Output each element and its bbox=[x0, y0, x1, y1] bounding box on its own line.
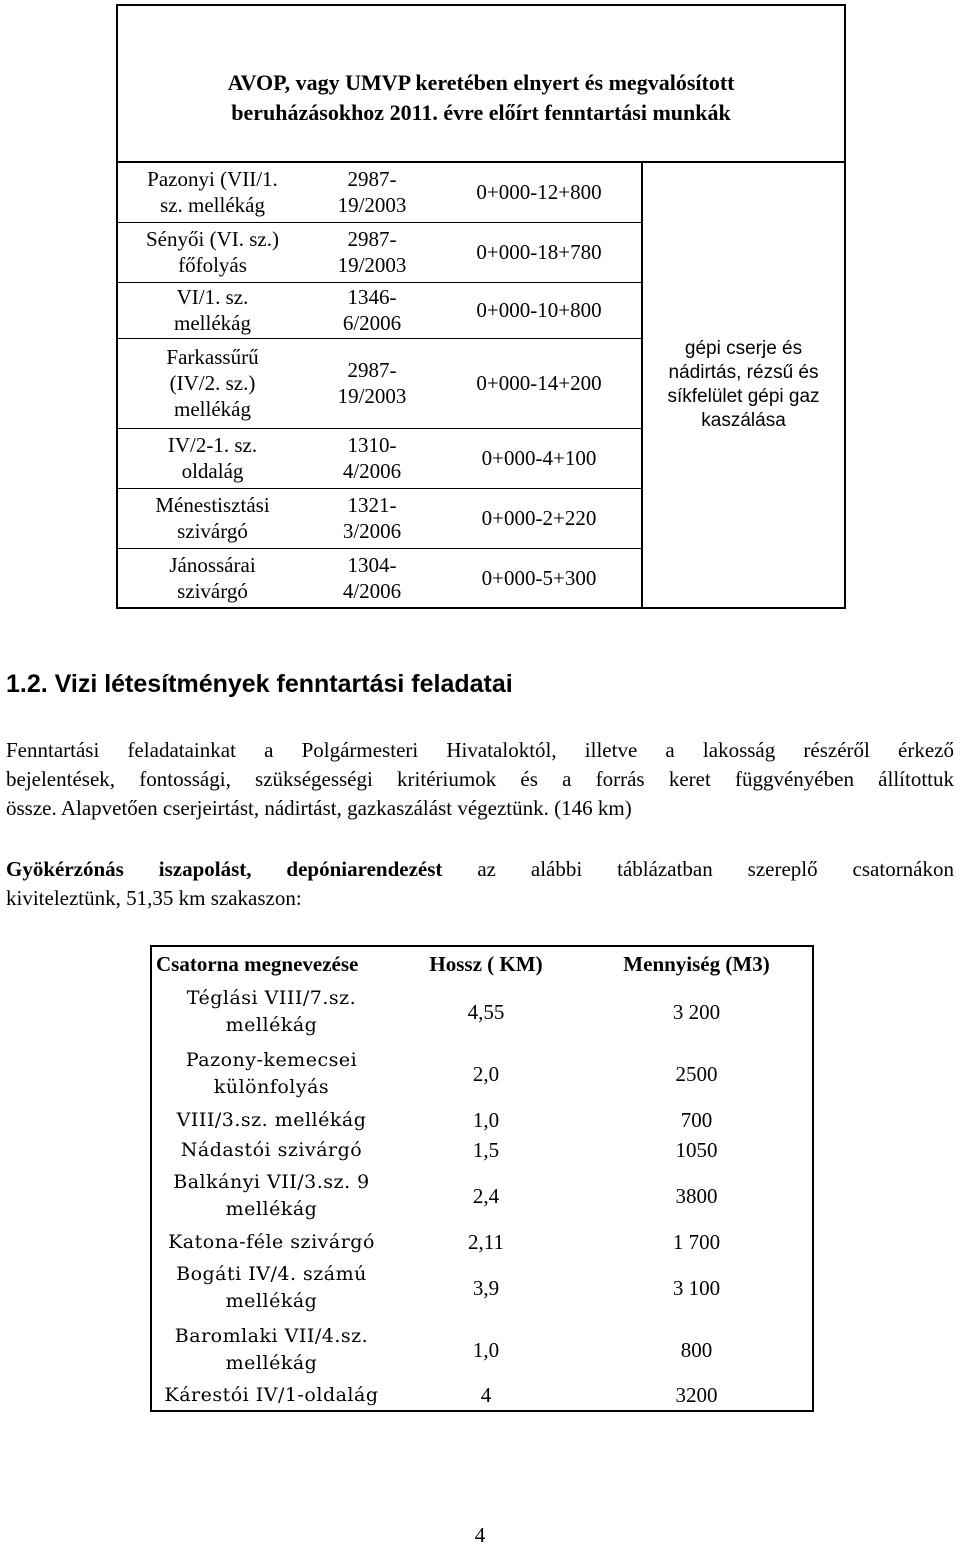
dredging-table bbox=[150, 945, 814, 1412]
work-description-cell bbox=[642, 162, 845, 608]
table-row bbox=[151, 1165, 813, 1227]
work-description-line: síkfelület gépi gaz bbox=[667, 386, 820, 407]
length-cell: 3,9 bbox=[472, 1275, 500, 1300]
channel-name-line: Katona-féle szivárgó bbox=[168, 1230, 375, 1253]
paragraph-line: Fenntartási feladatainkat a Polgármesteri Hivataloktól, illetve a lakosság részéről érkező bbox=[6, 738, 954, 762]
channel-name-line: különfolyás bbox=[213, 1076, 330, 1098]
channel-name-line: Pazony-kemecsei bbox=[185, 1049, 358, 1071]
channel-name-line: VIII/3.sz. mellékág bbox=[176, 1108, 367, 1131]
length-cell: 2,0 bbox=[472, 1061, 500, 1086]
channel-name-line: szivárgó bbox=[177, 519, 248, 543]
channel-name-line: Téglási VIII/7.sz. bbox=[186, 987, 357, 1009]
table-row bbox=[151, 1135, 813, 1165]
section-range-cell: 0+000-2+220 bbox=[437, 488, 642, 548]
paragraph-line: össze. Alapvetően cserjeirtást, nádirtást, gazkaszálást végeztünk. (146 km) bbox=[6, 796, 632, 820]
quantity-cell: 1050 bbox=[675, 1137, 718, 1162]
table-row bbox=[151, 981, 813, 1043]
paragraph-line bbox=[6, 855, 954, 884]
channel-name-line: Pazonyi (VII/1. bbox=[147, 167, 278, 192]
channel-name-cell bbox=[151, 1381, 391, 1411]
channel-name-cell bbox=[117, 338, 307, 428]
channel-name-line: Baromlaki VII/4.sz. bbox=[174, 1325, 369, 1347]
permit-code-line: 4/2006 bbox=[342, 459, 402, 483]
quantity-cell: 3 100 bbox=[672, 1275, 721, 1300]
permit-code-line: 19/2003 bbox=[337, 193, 407, 218]
permit-code-line: 6/2006 bbox=[342, 311, 402, 335]
channel-name-line: mellékág bbox=[225, 1352, 318, 1374]
permit-code-cell bbox=[307, 222, 437, 282]
permit-code-line: 19/2003 bbox=[337, 253, 407, 277]
permit-code-cell bbox=[307, 548, 437, 608]
section-range-cell: 0+000-12+800 bbox=[437, 162, 642, 222]
permit-code-line: 1310- bbox=[347, 433, 397, 457]
title-line-1: AVOP, vagy UMVP keretében elnyert és megvalósított bbox=[227, 69, 735, 95]
paragraph-line: bejelentések, fontossági, szükségességi kritériumok és a forrás keret függvényében állítottuk bbox=[6, 767, 954, 791]
permit-code-line: 2987- bbox=[347, 167, 397, 192]
channel-name-line: Bogáti IV/4. számú bbox=[176, 1263, 367, 1285]
maintenance-works-table bbox=[116, 4, 846, 609]
permit-code-line: 4/2006 bbox=[342, 578, 402, 603]
permit-code-line: 2987- bbox=[347, 358, 397, 382]
work-description-line: nádirtás, rézsű és bbox=[668, 362, 819, 383]
work-description-line: gépi cserje és bbox=[684, 338, 803, 359]
column-header-length: Hossz ( KM) bbox=[429, 951, 543, 976]
quantity-cell: 1 700 bbox=[672, 1229, 721, 1254]
channel-name-line: Balkányi VII/3.sz. 9 bbox=[173, 1171, 370, 1193]
table-row bbox=[151, 1381, 813, 1411]
channel-name-cell bbox=[151, 1043, 391, 1105]
channel-name-line: oldalág bbox=[181, 459, 244, 483]
column-header-quantity: Mennyiség (M3) bbox=[623, 951, 770, 976]
channel-name-line: mellékág bbox=[225, 1198, 318, 1220]
bold-phrase: Gyökérzónás iszapolást, depóniarendezést bbox=[6, 857, 443, 881]
channel-name-cell bbox=[117, 548, 307, 608]
quantity-cell: 700 bbox=[680, 1107, 713, 1132]
section-range-cell: 0+000-4+100 bbox=[437, 428, 642, 488]
channel-name-cell bbox=[151, 1257, 391, 1319]
permit-code-line: 1304- bbox=[347, 552, 397, 577]
channel-name-line: mellékág bbox=[225, 1014, 318, 1036]
channel-name-line: főfolyás bbox=[178, 253, 247, 277]
permit-code-line: 19/2003 bbox=[337, 384, 407, 408]
section-range-cell: 0+000-10+800 bbox=[437, 282, 642, 338]
paragraph-line: kiviteleztünk, 51,35 km szakaszon: bbox=[6, 886, 302, 910]
paragraph-text: az alábbi táblázatban szereplő csatornákon bbox=[442, 857, 955, 881]
channel-name-line: mellékág bbox=[174, 397, 251, 421]
channel-name-cell bbox=[151, 1165, 391, 1227]
paragraph-maintenance bbox=[6, 736, 954, 823]
channel-name-line: IV/2-1. sz. bbox=[167, 433, 258, 457]
channel-name-cell bbox=[151, 1105, 391, 1135]
permit-code-cell bbox=[307, 162, 437, 222]
channel-name-cell bbox=[151, 1135, 391, 1165]
paragraph-dredging bbox=[6, 855, 954, 913]
channel-name-line: sz. mellékág bbox=[160, 193, 265, 218]
permit-code-line: 1346- bbox=[347, 285, 397, 309]
length-cell: 4,55 bbox=[467, 999, 505, 1024]
length-cell: 1,5 bbox=[472, 1137, 500, 1162]
channel-name-line: Jánossárai bbox=[169, 552, 256, 577]
channel-name-cell bbox=[117, 428, 307, 488]
permit-code-cell bbox=[307, 338, 437, 428]
channel-name-line: Sényői (VI. sz.) bbox=[146, 227, 279, 251]
page-number: 4 bbox=[474, 1523, 486, 1547]
table-row bbox=[151, 1227, 813, 1257]
table-row bbox=[151, 1043, 813, 1105]
length-cell: 1,0 bbox=[472, 1107, 500, 1132]
channel-name-cell bbox=[151, 1227, 391, 1257]
quantity-cell: 3200 bbox=[675, 1383, 718, 1407]
table-title bbox=[117, 5, 845, 162]
channel-name-line: Ménestisztási bbox=[155, 493, 270, 517]
length-cell: 2,4 bbox=[472, 1183, 500, 1208]
permit-code-line: 3/2006 bbox=[342, 519, 402, 543]
quantity-cell: 2500 bbox=[675, 1061, 718, 1086]
title-line-2: beruházásokhoz 2011. évre előírt fenntartási munkák bbox=[231, 99, 731, 125]
channel-name-cell bbox=[117, 488, 307, 548]
section-range-cell: 0+000-18+780 bbox=[437, 222, 642, 282]
quantity-cell: 800 bbox=[680, 1337, 713, 1362]
section-range-cell: 0+000-14+200 bbox=[437, 338, 642, 428]
channel-name-cell bbox=[117, 162, 307, 222]
quantity-cell: 3 200 bbox=[672, 999, 721, 1024]
permit-code-line: 1321- bbox=[347, 493, 397, 517]
section-heading: 1.2. Vizi létesítmények fenntartási feladatai bbox=[6, 670, 513, 698]
channel-name-line: Kárestói IV/1-oldalág bbox=[164, 1384, 379, 1406]
table-row bbox=[151, 1257, 813, 1319]
channel-name-cell bbox=[151, 1319, 391, 1381]
quantity-cell: 3800 bbox=[675, 1183, 718, 1208]
channel-name-line: VI/1. sz. bbox=[176, 285, 249, 309]
channel-name-cell bbox=[151, 981, 391, 1043]
channel-name-line: szivárgó bbox=[177, 578, 248, 603]
length-cell: 1,0 bbox=[472, 1337, 500, 1362]
table-row bbox=[151, 1105, 813, 1135]
channel-name-line: (IV/2. sz.) bbox=[169, 371, 256, 395]
permit-code-cell bbox=[307, 488, 437, 548]
table-row bbox=[117, 162, 845, 222]
work-description-line: kaszálása bbox=[701, 410, 786, 431]
permit-code-cell bbox=[307, 428, 437, 488]
table-row bbox=[151, 1319, 813, 1381]
column-header-name: Csatorna megnevezése bbox=[156, 951, 359, 976]
channel-name-line: mellékág bbox=[225, 1290, 318, 1312]
channel-name-cell bbox=[117, 222, 307, 282]
length-cell: 4 bbox=[480, 1383, 492, 1407]
length-cell: 2,11 bbox=[468, 1229, 504, 1254]
channel-name-cell bbox=[117, 282, 307, 338]
channel-name-line: Nádastói szivárgó bbox=[180, 1138, 363, 1161]
channel-name-line: Farkassűrű bbox=[166, 345, 259, 369]
section-range-cell: 0+000-5+300 bbox=[437, 548, 642, 608]
channel-name-line: mellékág bbox=[174, 311, 251, 335]
permit-code-cell bbox=[307, 282, 437, 338]
permit-code-line: 2987- bbox=[347, 227, 397, 251]
